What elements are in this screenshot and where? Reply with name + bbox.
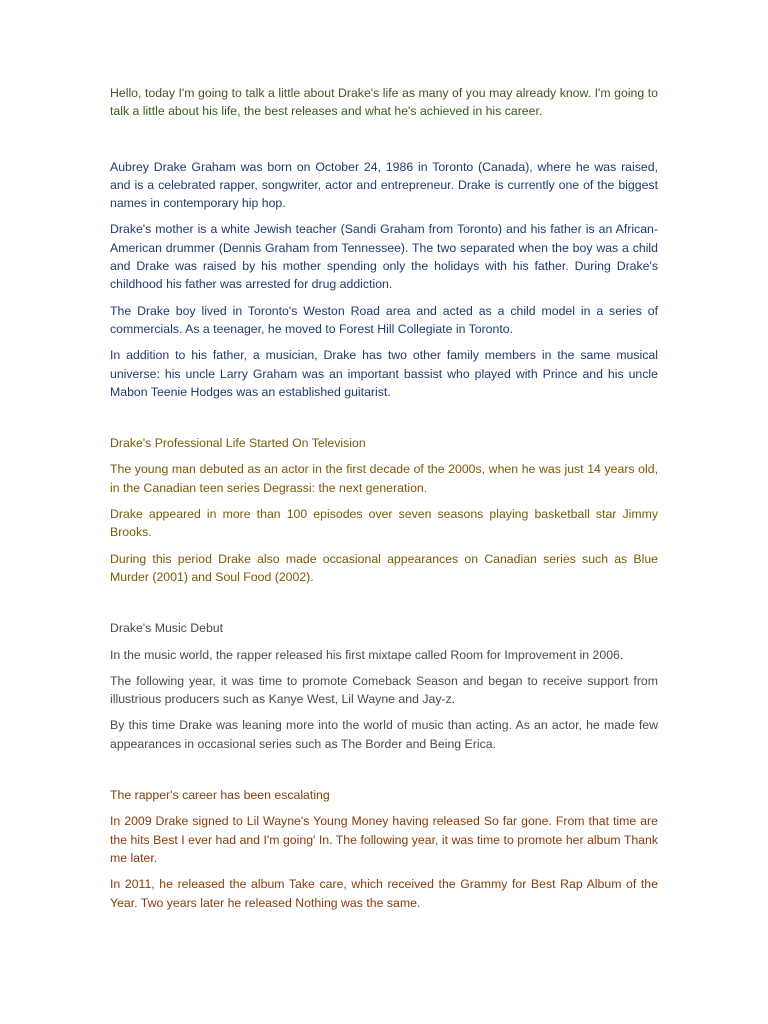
- intro-paragraph: Hello, today I'm going to talk a little about Drake's life as many of you may already know. I'm going to talk a little about his life, the best releases and what he's achieved in his career.: [110, 86, 658, 119]
- music-paragraph: In the music world, the rapper released his first mixtape called Room for Improvement in 2006.: [110, 647, 624, 662]
- tv-paragraph: The young man debuted as an actor in the first decade of the 2000s, when he was just 14 years old, in the Canadian teen series Degrassi: the next generation.: [110, 462, 658, 495]
- document-page: [110, 84, 658, 912]
- career-paragraph: In 2009 Drake signed to Lil Wayne's Young Money having released So far gone. From that time are the hits Best I ever had and I'm going' In. The following year, it was time to promote her album Thank me later.: [110, 814, 658, 865]
- bio-paragraph: The Drake boy lived in Toronto's Weston Road area and acted as a child model in a series of commercials. As a teenager, he moved to Forest Hill Collegiate in Toronto.: [110, 303, 658, 336]
- tv-section-title: Drake's Professional Life Started On Television: [110, 436, 366, 451]
- music-paragraph: The following year, it was time to promote Comeback Season and began to receive support from illustrious producers such as Kanye West, Lil Wayne and Jay-z.: [110, 673, 658, 707]
- bio-paragraph: In addition to his father, a musician, Drake has two other family members in the same musical universe: his uncle Larry Graham was an important bassist who played with Prince and his uncle Mabon Teenie Hodges was an established guitarist.: [110, 348, 658, 399]
- tv-paragraph: Drake appeared in more than 100 episodes over seven seasons playing basketball star Jimmy Brooks.: [110, 507, 658, 540]
- bio-paragraph: Drake's mother is a white Jewish teacher (Sandi Graham from Toronto) and his father is an African-American drummer (Dennis Graham from Tennessee). The two separated when the boy was a child and Drake was raised by his mother spending only the holidays with his father. During Drake's childhood his father was arrested for drug addiction.: [110, 222, 658, 292]
- music-paragraph: By this time Drake was leaning more into the world of music than acting. As an actor, he made few appearances in occasional series such as The Border and Being Erica.: [110, 718, 658, 751]
- tv-paragraph: During this period Drake also made occasional appearances on Canadian series such as Blue Murder (2001) and Soul Food (2002).: [110, 551, 658, 584]
- career-section-title: The rapper's career has been escalating: [110, 788, 330, 803]
- music-section-title: Drake's Music Debut: [110, 621, 224, 636]
- bio-paragraph: Aubrey Drake Graham was born on October 24, 1986 in Toronto (Canada), where he was raised, and is a celebrated rapper, songwriter, actor and entrepreneur. Drake is currently one of the biggest names in contemporary hip hop.: [110, 159, 658, 211]
- career-paragraph: In 2011, he released the album Take care, which received the Grammy for Best Rap Album of the Year. Two years later he released Nothing was the same.: [110, 877, 658, 910]
